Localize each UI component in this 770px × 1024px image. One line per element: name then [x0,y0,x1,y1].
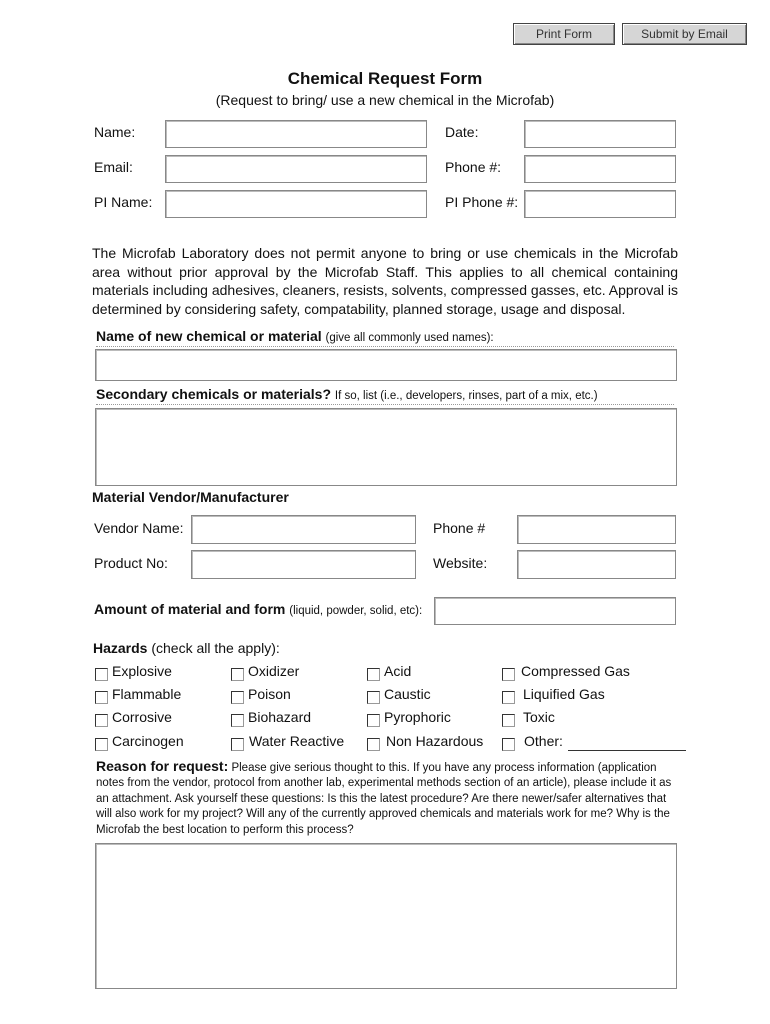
website-field[interactable] [517,550,676,579]
reason-field[interactable] [95,843,677,989]
hazards-label [93,640,280,656]
water-reactive-label: Water Reactive [249,733,345,749]
secondary-chemicals-field[interactable] [95,408,677,486]
new-chemical-field[interactable] [95,349,677,381]
liquified-gas-checkbox[interactable] [502,691,515,704]
reason-instructions: Please give serious thought to this. If you have any process information (application notes from the vendor, protocol from another lab, experimental methods section of an article), please include it as an attachment. Ask yourself these questions: Is this the latest procedure? Are there newer/safer alternatives that will also work for my project? Will any of the currently approved chemicals and materials work for me? Why is the Microfab the best location to perform this process? [96,762,672,836]
pi-phone-field[interactable] [524,190,676,218]
reason-title: Reason for request: [96,758,229,774]
biohazard-label: Biohazard [248,709,312,725]
page-subtitle: (Request to bring/ use a new chemical in the Microfab) [215,92,555,108]
pyrophoric-checkbox[interactable] [367,714,380,727]
vendor-heading: Material Vendor/Manufacturer [92,489,289,505]
phone-label: Phone #: [445,159,502,175]
carcinogen-checkbox[interactable] [95,738,108,751]
name-field[interactable] [165,120,427,148]
poison-label: Poison [248,686,291,702]
toxic-label: Toxic [523,709,555,725]
vendor-phone-field[interactable] [517,515,676,544]
compressed-gas-label: Compressed Gas [521,663,630,679]
explosive-label: Explosive [112,663,172,679]
oxidizer-label: Oxidizer [248,663,300,679]
divider [96,346,674,347]
date-label: Date: [445,124,479,140]
new-chemical-note: (give all commonly used names): [325,332,494,344]
liquified-gas-label: Liquified Gas [523,686,605,702]
caustic-checkbox[interactable] [367,691,380,704]
amount-note: (liquid, powder, solid, etc): [289,605,423,617]
amount-label [94,601,422,617]
corrosive-checkbox[interactable] [95,714,108,727]
name-label: Name: [94,124,136,140]
product-no-field[interactable] [191,550,416,579]
amount-title: Amount of material and form [94,601,286,617]
other-input-line[interactable] [568,736,686,751]
non-hazardous-checkbox[interactable] [367,738,380,751]
phone-field[interactable] [524,155,676,183]
print-form-button[interactable]: Print Form [513,23,615,45]
pyrophoric-label: Pyrophoric [384,709,451,725]
secondary-title: Secondary chemicals or materials? [96,386,331,402]
toxic-checkbox[interactable] [502,714,515,727]
hazards-note: (check all the apply): [151,640,280,656]
amount-field[interactable] [434,597,676,625]
acid-checkbox[interactable] [367,668,380,681]
compressed-gas-checkbox[interactable] [502,668,515,681]
oxidizer-checkbox[interactable] [231,668,244,681]
other-label: Other: [524,733,563,749]
non-hazardous-label: Non Hazardous [386,733,484,749]
vendor-name-field[interactable] [191,515,416,544]
website-label: Website: [433,555,488,571]
flammable-checkbox[interactable] [95,691,108,704]
hazards-title: Hazards [93,640,148,656]
intro-paragraph: The Microfab Laboratory does not permit anyone to bring or use chemicals in the Microfab area without prior approval by the Microfab Staff. This applies to all chemical containing materials including adhesives, cleaners, resists, solvents, compressed gasses, etc. Approval is determined by considering safety, compatability, planned storage, usage and disposal. [92,245,678,317]
vendor-name-label: Vendor Name: [94,520,184,536]
date-field[interactable] [524,120,676,148]
pi-name-label: PI Name: [94,194,153,210]
new-chemical-label [96,328,494,344]
reason-text [96,759,680,838]
secondary-chemicals-label [96,386,598,402]
pi-phone-label: PI Phone #: [445,194,519,210]
secondary-note: If so, list (i.e., developers, rinses, part of a mix, etc.) [334,390,598,402]
poison-checkbox[interactable] [231,691,244,704]
product-no-label: Product No: [94,555,168,571]
acid-label: Acid [384,663,412,679]
new-chemical-title: Name of new chemical or material [96,328,322,344]
caustic-label: Caustic [384,686,431,702]
email-field[interactable] [165,155,427,183]
biohazard-checkbox[interactable] [231,714,244,727]
divider [96,404,674,405]
submit-by-email-button[interactable]: Submit by Email [622,23,747,45]
explosive-checkbox[interactable] [95,668,108,681]
email-label: Email: [94,159,133,175]
other-checkbox[interactable] [502,738,515,751]
pi-name-field[interactable] [165,190,427,218]
vendor-phone-label: Phone # [433,520,486,536]
page-title: Chemical Request Form [287,69,483,88]
water-reactive-checkbox[interactable] [231,738,244,751]
carcinogen-label: Carcinogen [112,733,184,749]
corrosive-label: Corrosive [112,709,172,725]
flammable-label: Flammable [112,686,182,702]
